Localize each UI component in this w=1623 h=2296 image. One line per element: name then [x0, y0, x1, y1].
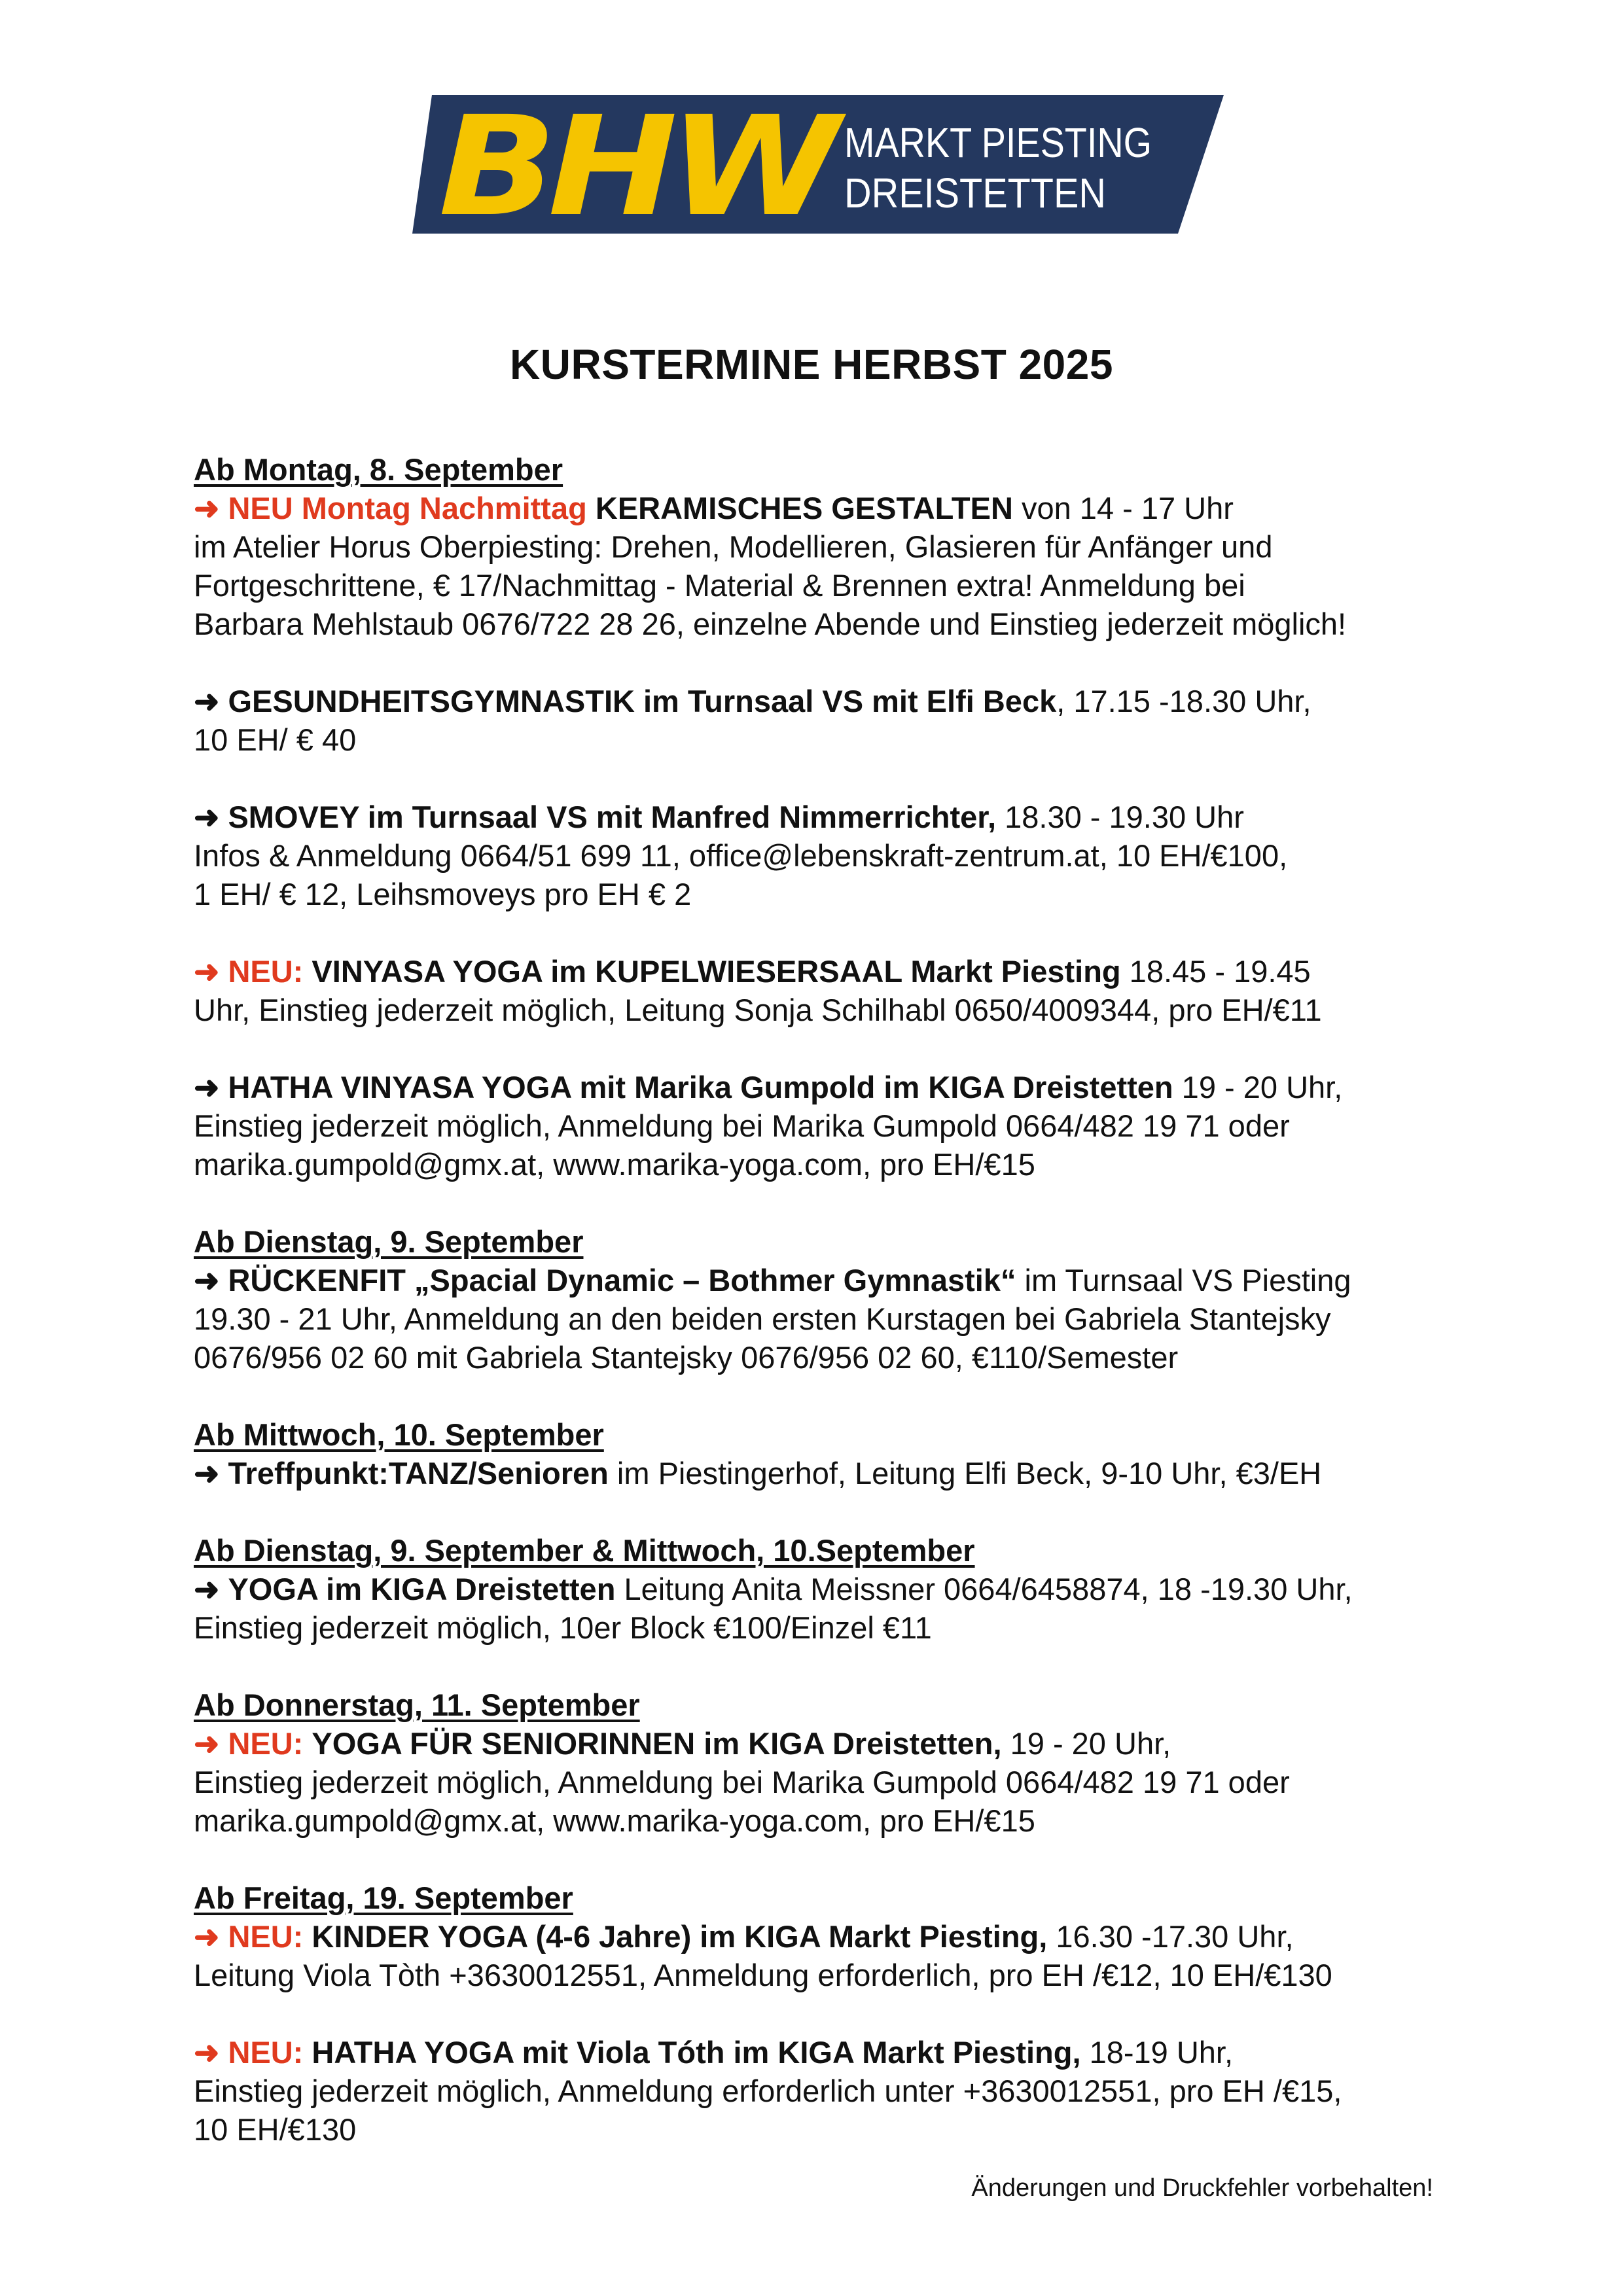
day-heading-thursday: Ab Donnerstag, 11. September: [194, 1687, 640, 1722]
course-time: 18.45 - 19.45: [1120, 954, 1311, 989]
course-time: 19 - 20 Uhr,: [1173, 1070, 1343, 1104]
course-details: im Piestingerhof, Leitung Elfi Beck, 9-10 Uhr, €3/EH: [608, 1456, 1322, 1491]
course-location: im Turnsaal VS Piesting: [1016, 1263, 1351, 1298]
course-details: Barbara Mehlstaub 0676/722 28 26, einzelne Abende und Einstieg jederzeit möglich!: [194, 607, 1347, 641]
new-badge: NEU:: [228, 1919, 304, 1954]
course-details: Einstieg jederzeit möglich, Anmeldung erforderlich unter +3630012551, pro EH /€15,: [194, 2074, 1342, 2108]
course-title: YOGA im KIGA Dreistetten: [228, 1572, 616, 1606]
arrow-icon: ➜: [194, 1456, 220, 1491]
course-title: HATHA YOGA mit Viola Tóth im KIGA Markt Piesting,: [312, 2035, 1081, 2070]
course-details: 10 EH/€130: [194, 2112, 357, 2147]
arrow-icon: ➜: [194, 2035, 220, 2070]
page-title: KURSTERMINE HERBST 2025: [510, 341, 1113, 388]
new-badge: NEU Montag Nachmittag: [228, 491, 587, 525]
course-hatha-vinyasa-yoga: [194, 1068, 1457, 1184]
course-kinder-yoga: [194, 1917, 1457, 1994]
arrow-icon: ➜: [194, 1070, 220, 1104]
course-details: Einstieg jederzeit möglich, 10er Block €100/Einzel €11: [194, 1610, 932, 1645]
course-details: 1 EH/ € 12, Leihsmoveys pro EH € 2: [194, 877, 692, 911]
course-time: 18.30 - 19.30 Uhr: [996, 800, 1244, 834]
arrow-icon: ➜: [194, 1572, 220, 1606]
course-keramik: [194, 489, 1457, 643]
course-details: 0676/956 02 60 mit Gabriela Stantejsky 0676/956 02 60, €110/Semester: [194, 1340, 1179, 1375]
course-details: Uhr, Einstieg jederzeit möglich, Leitung Sonja Schilhabl 0650/4009344, pro EH/€11: [194, 993, 1322, 1027]
course-time: , 17.15 -18.30 Uhr,: [1056, 684, 1311, 718]
course-time: von 14 - 17 Uhr: [1012, 491, 1234, 525]
course-rueckenfit: [194, 1261, 1457, 1377]
arrow-icon: ➜: [194, 1919, 220, 1954]
course-details: 10 EH/ € 40: [194, 722, 357, 757]
course-title: YOGA FÜR SENIORINNEN im KIGA Dreistetten,: [312, 1726, 1002, 1761]
day-heading-wednesday: Ab Mittwoch, 10. September: [194, 1417, 604, 1452]
course-details: marika.gumpold@gmx.at, www.marika-yoga.com, pro EH/€15: [194, 1803, 1035, 1838]
logo-line1: MARKT PIESTING: [844, 119, 1152, 166]
day-heading-friday: Ab Freitag, 19. September: [194, 1881, 573, 1915]
course-details: Leitung Viola Tòth +3630012551, Anmeldung erforderlich, pro EH /€12, 10 EH/€130: [194, 1958, 1332, 1992]
course-details: im Atelier Horus Oberpiesting: Drehen, Modellieren, Glasieren für Anfänger und: [194, 529, 1273, 564]
course-details: Infos & Anmeldung 0664/51 699 11, office@lebenskraft-zentrum.at, 10 EH/€100,: [194, 838, 1288, 873]
course-title: KERAMISCHES GESTALTEN: [595, 491, 1013, 525]
course-yoga-seniorinnen: [194, 1724, 1457, 1840]
new-badge: NEU:: [228, 1726, 304, 1761]
course-title: SMOVEY im Turnsaal VS mit Manfred Nimmerrichter,: [228, 800, 997, 834]
arrow-icon: ➜: [194, 954, 220, 989]
course-details: Fortgeschrittene, € 17/Nachmittag - Material & Brennen extra! Anmeldung bei: [194, 568, 1245, 603]
course-details: Einstieg jederzeit möglich, Anmeldung bei Marika Gumpold 0664/482 19 71 oder: [194, 1765, 1290, 1799]
course-gesundheitsgymnastik: [194, 682, 1457, 759]
course-title: VINYASA YOGA im KUPELWIESERSAAL Markt Piesting: [312, 954, 1121, 989]
course-list: [194, 450, 1457, 2149]
arrow-icon: ➜: [194, 491, 220, 525]
course-title: KINDER YOGA (4-6 Jahre) im KIGA Markt Piesting,: [312, 1919, 1048, 1954]
arrow-icon: ➜: [194, 800, 220, 834]
bhw-logo: [412, 95, 1224, 234]
course-yoga-kiga: [194, 1570, 1457, 1647]
arrow-icon: ➜: [194, 1726, 220, 1761]
course-details: 19.30 - 21 Uhr, Anmeldung an den beiden ersten Kurstagen bei Gabriela Stantejsky: [194, 1301, 1331, 1336]
new-badge: NEU:: [228, 954, 304, 989]
arrow-icon: ➜: [194, 1263, 220, 1298]
logo-letters: BHW: [438, 95, 847, 234]
course-details: Einstieg jederzeit möglich, Anmeldung bei Marika Gumpold 0664/482 19 71 oder: [194, 1108, 1290, 1143]
course-hatha-yoga: [194, 2033, 1457, 2149]
course-title: RÜCKENFIT „Spacial Dynamic – Bothmer Gymnastik“: [228, 1263, 1016, 1298]
course-vinyasa-yoga: [194, 952, 1457, 1029]
course-details: marika.gumpold@gmx.at, www.marika-yoga.com, pro EH/€15: [194, 1147, 1035, 1182]
course-time: 19 - 20 Uhr,: [1001, 1726, 1171, 1761]
course-treffpunkt-tanz: [194, 1454, 1457, 1492]
new-badge: NEU:: [228, 2035, 304, 2070]
day-heading-tuesday: Ab Dienstag, 9. September: [194, 1224, 584, 1259]
disclaimer: Änderungen und Druckfehler vorbehalten!: [971, 2174, 1433, 2202]
course-time: 16.30 -17.30 Uhr,: [1047, 1919, 1294, 1954]
day-heading-tuesday-wednesday: Ab Dienstag, 9. September & Mittwoch, 10.September: [194, 1533, 975, 1568]
day-heading-monday: Ab Montag, 8. September: [194, 452, 563, 487]
arrow-icon: ➜: [194, 684, 220, 718]
course-time: 18-19 Uhr,: [1080, 2035, 1234, 2070]
course-title: GESUNDHEITSGYMNASTIK im Turnsaal VS mit Elfi Beck: [228, 684, 1057, 718]
course-title: HATHA VINYASA YOGA mit Marika Gumpold im KIGA Dreistetten: [228, 1070, 1173, 1104]
course-details: Leitung Anita Meissner 0664/6458874, 18 -19.30 Uhr,: [615, 1572, 1353, 1606]
course-title: Treffpunkt:TANZ/Senioren: [228, 1456, 609, 1491]
logo-line2: DREISTETTEN: [844, 169, 1106, 217]
course-smovey: [194, 798, 1457, 913]
